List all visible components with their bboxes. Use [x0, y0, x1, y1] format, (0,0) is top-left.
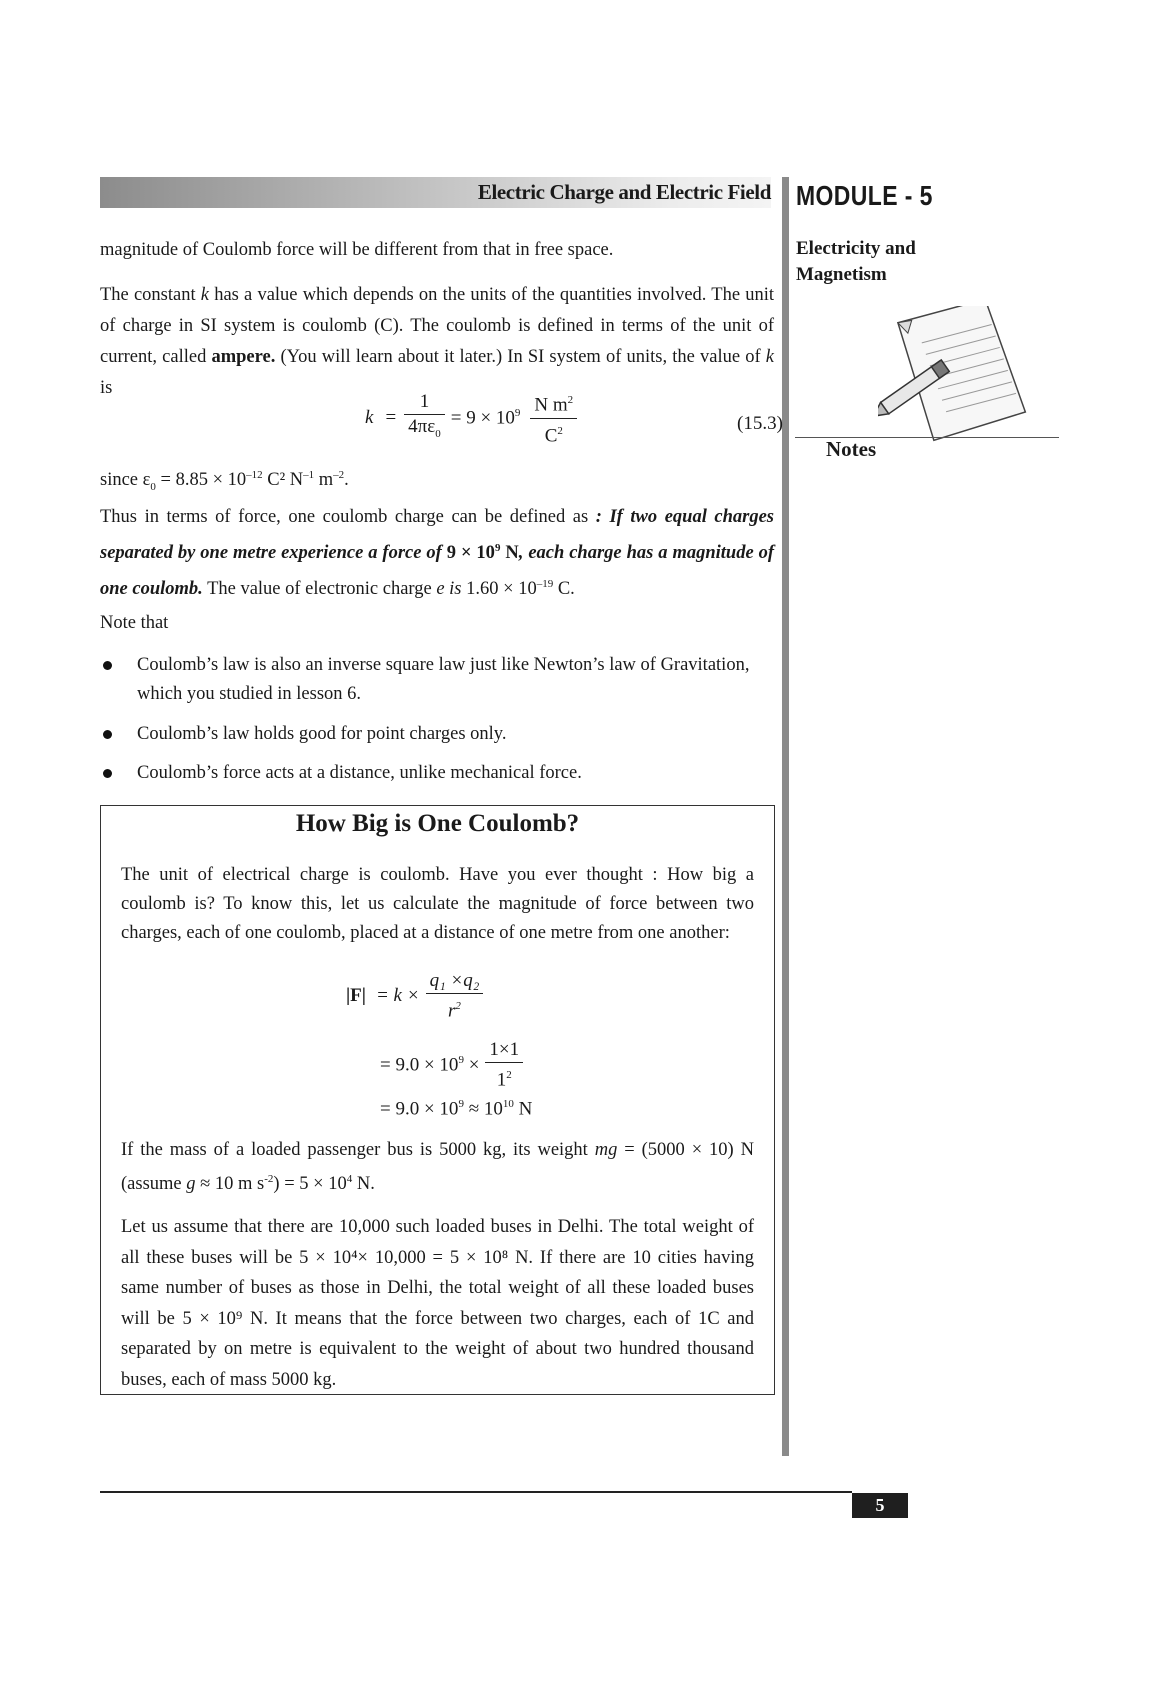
footer-rule: [100, 1491, 852, 1493]
module-title: MODULE - 5: [796, 180, 933, 211]
paragraph-constant-k: The constant k has a value which depends on the units of the quantities involved. The unit of charge in SI system is coulomb (C). The coulomb is defined in terms of the unit of current, called ampere. (You will learn about it later.) In SI system of units, the value of k is: [100, 285, 774, 398]
sidebar-divider: [782, 177, 789, 1456]
list-item: Coulomb’s law holds good for point charges only.: [137, 724, 507, 744]
list-item: Coulomb’s law is also an inverse square law just like Newton’s law of Gravitation, which you studied in lesson 6.: [137, 655, 750, 704]
list-item: Coulomb’s force acts at a distance, unlike mechanical force.: [137, 763, 582, 783]
chapter-title: Electric Charge and Electric Field: [477, 180, 771, 204]
box-title: How Big is One Coulomb?: [295, 810, 580, 837]
bullet-dot: [103, 661, 112, 670]
notes-label: Notes: [826, 437, 877, 461]
since-epsilon-line: since $\varepsilon_0 = 8.85 \times 10^{-12}$ C² $N^{-1}$ $m^{-2}$.: [100, 469, 349, 493]
note-that-label: Note that: [100, 613, 169, 633]
paragraph-coulomb-definition: Thus in terms of force, one coulomb charge can be defined as : If two equal charges separated by one metre experience a force of $9 \times 10^9$ N, each charge has a magnitude of one coulomb. The value of electronic charge e is $1.60 \times 10^{-19}$ C.: [100, 507, 775, 600]
bullet-dot: [103, 730, 112, 739]
fraction-one-over-4pi-eps: $\frac{1}{4\pi\varepsilon_0}$: [404, 390, 445, 446]
box-bus-paragraph: If the mass of a loaded passenger bus is 5000 kg, its weight mg = (5000 × 10) N (assume g ≈ 10 m $s^{-2}) = 5 \times 10^4$ N.: [121, 1140, 754, 1195]
force-equation-line3: = $9.0 \times 10^9 \approx 10^{10}$ N: [380, 1098, 533, 1120]
force-equation-line1: |F| = k × $\frac{\text{q₁ ×q₂}}{r^2}$: [346, 968, 483, 1024]
box-delhi-paragraph: Let us assume that there are 10,000 such loaded buses in Delhi. The total weight of all these buses will be 5 × 10⁴× 10,000 = 5 × 10⁸ N. If there are 10 cities having same number of buses as those in Delhi, the total weight of all these loaded buses will be 5 × 10⁹ N. It means that the force between two charges, each of 1C and separated by on metre is equivalent to the weight of about two hundred thousand buses, each of mass 5000 kg.: [121, 1217, 754, 1390]
equation-15-3: k = $\frac{1}{4\pi\varepsilon_0}$ = $9 \times 10^9$ $\frac{N m^2}{C^2}$: [365, 388, 577, 448]
module-subject: Electricity and Magnetism: [796, 238, 916, 285]
fraction-nm2-over-c2: $\frac{N m^2}{C^2}$: [530, 388, 577, 448]
notes-pencil-icon: [878, 306, 1028, 446]
bullet-dot: [103, 769, 112, 778]
page-number: 5: [852, 1493, 908, 1518]
box-intro: The unit of electrical charge is coulomb. Have you ever thought : How big a coulomb is? To know this, let us calculate the magnitude of force between two charges, each of one coulomb, placed at a distance of one metre from one another:: [121, 865, 754, 943]
equation-label: (15.3): [737, 413, 783, 434]
paragraph-intro: magnitude of Coulomb force will be different from that in free space.: [100, 240, 614, 260]
force-equation-line2: = $9.0 \times 10^9$ × $\frac{1\times 1}{1^2}$: [380, 1037, 523, 1093]
